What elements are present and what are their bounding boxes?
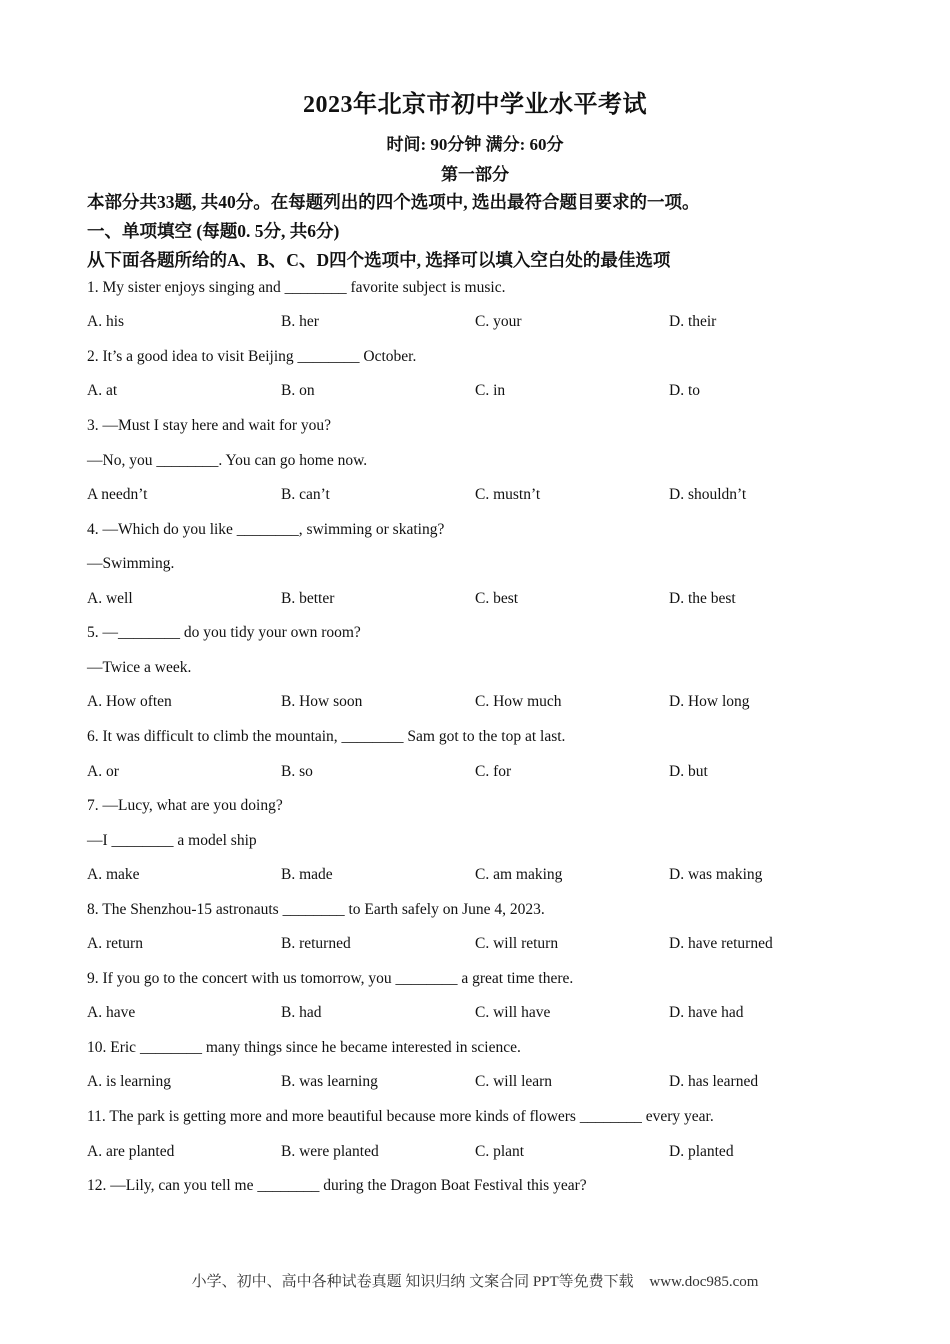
question-2-option-c: C. in [475, 382, 506, 399]
question-3-option-a: A needn’t [87, 486, 148, 503]
question-2-stem: 2. It’s a good idea to visit Beijing ________ October. [87, 348, 417, 365]
section-instructions: 从下面各题所给的A、B、C、D四个选项中, 选择可以填入空白处的最佳选项 [87, 250, 671, 270]
question-11-option-a: A. are planted [87, 1143, 175, 1160]
question-10-option-d: D. has learned [669, 1073, 759, 1090]
question-7-stem: 7. —Lucy, what are you doing? [87, 797, 283, 814]
question-8-option-d: D. have returned [669, 935, 773, 952]
question-9-option-a: A. have [87, 1004, 136, 1021]
question-2-option-d: D. to [669, 382, 700, 399]
question-5-stem: 5. —________ do you tidy your own room? [87, 624, 361, 641]
question-3-option-c: C. mustn’t [475, 486, 541, 503]
question-11-option-b: B. were planted [281, 1143, 379, 1160]
question-10-stem: 10. Eric ________ many things since he became interested in science. [87, 1039, 521, 1056]
exam-time-score: 时间: 90分钟 满分: 60分 [386, 135, 564, 154]
question-1-option-c: C. your [475, 313, 522, 330]
question-2-option-b: B. on [281, 382, 315, 399]
question-6-option-d: D. but [669, 763, 708, 780]
question-8-stem: 8. The Shenzhou-15 astronauts ________ to Earth safely on June 4, 2023. [87, 901, 545, 918]
question-5-option-c: C. How much [475, 693, 562, 710]
question-8-option-b: B. returned [281, 935, 351, 952]
question-10-option-b: B. was learning [281, 1073, 378, 1090]
page-title: 2023年北京市初中学业水平考试 [303, 92, 647, 118]
question-11-option-d: D. planted [669, 1143, 734, 1160]
question-7-option-d: D. was making [669, 866, 763, 883]
question-4-reply: —Swimming. [87, 555, 175, 572]
question-7-option-a: A. make [87, 866, 140, 883]
question-9-option-d: D. have had [669, 1004, 744, 1021]
question-3-option-b: B. can’t [281, 486, 330, 503]
question-4-option-d: D. the best [669, 590, 736, 607]
question-4-option-b: B. better [281, 590, 335, 607]
question-7-reply: —I ________ a model ship [87, 832, 257, 849]
question-6-option-c: C. for [475, 763, 512, 780]
question-3-reply: —No, you ________. You can go home now. [87, 452, 368, 469]
question-6-stem: 6. It was difficult to climb the mountain, ________ Sam got to the top at last. [87, 728, 566, 745]
question-8-option-a: A. return [87, 935, 143, 952]
question-11-stem: 11. The park is getting more and more beautiful because more kinds of flowers ________ every year. [87, 1108, 714, 1125]
footer-link[interactable]: www.doc985.com [649, 1274, 759, 1290]
question-5-reply: —Twice a week. [87, 659, 192, 676]
question-7-option-b: B. made [281, 866, 333, 883]
question-2-option-a: A. at [87, 382, 118, 399]
question-1-stem: 1. My sister enjoys singing and ________ favorite subject is music. [87, 279, 506, 296]
question-1-option-d: D. their [669, 313, 717, 330]
question-6-option-a: A. or [87, 763, 119, 780]
question-7-option-c: C. am making [475, 866, 563, 883]
page-footer [0, 1270, 950, 1291]
question-5-option-b: B. How soon [281, 693, 363, 710]
part-instructions: 本部分共33题, 共40分。在每题列出的四个选项中, 选出最符合题目要求的一项。 [87, 192, 700, 212]
part-heading: 第一部分 [441, 165, 509, 184]
question-9-option-c: C. will have [475, 1004, 551, 1021]
question-5-option-d: D. How long [669, 693, 750, 710]
question-4-option-c: C. best [475, 590, 519, 607]
question-1-option-b: B. her [281, 313, 319, 330]
question-4-option-a: A. well [87, 590, 133, 607]
question-12-stem: 12. —Lily, can you tell me ________ during the Dragon Boat Festival this year? [87, 1177, 587, 1194]
question-3-option-d: D. shouldn’t [669, 486, 747, 503]
question-10-option-c: C. will learn [475, 1073, 553, 1090]
question-6-option-b: B. so [281, 763, 313, 780]
question-8-option-c: C. will return [475, 935, 559, 952]
question-4-stem: 4. —Which do you like ________, swimming or skating? [87, 521, 445, 538]
question-5-option-a: A. How often [87, 693, 172, 710]
question-9-option-b: B. had [281, 1004, 322, 1021]
question-3-stem: 3. —Must I stay here and wait for you? [87, 417, 332, 434]
question-1-option-a: A. his [87, 313, 125, 330]
section-heading: 一、单项填空 (每题0. 5分, 共6分) [87, 221, 340, 241]
question-11-option-c: C. plant [475, 1143, 525, 1160]
footer-text: 小学、初中、高中各种试卷真题 知识归纳 文案合同 PPT等免费下载 [191, 1274, 634, 1290]
question-9-stem: 9. If you go to the concert with us tomorrow, you ________ a great time there. [87, 970, 574, 987]
question-10-option-a: A. is learning [87, 1073, 171, 1090]
